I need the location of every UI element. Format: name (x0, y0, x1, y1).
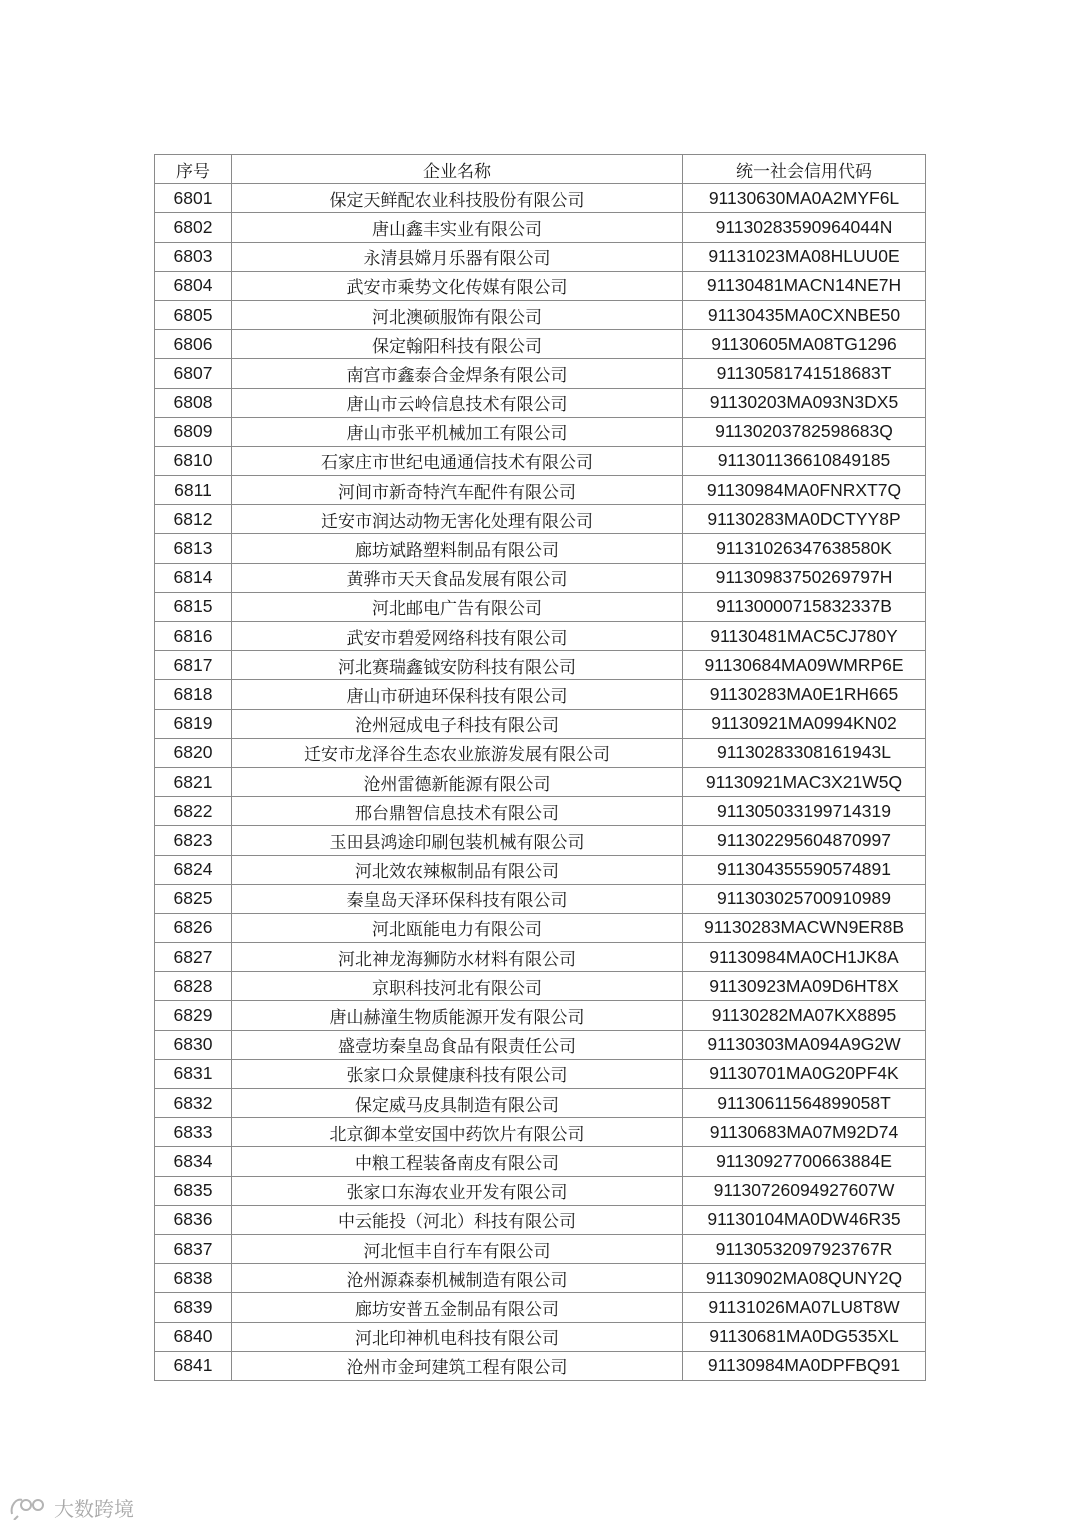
cell-credit-code: 91130683MA07M92D74 (683, 1118, 926, 1147)
cell-credit-code: 91130283308161943L (683, 738, 926, 767)
cell-index: 6819 (155, 709, 232, 738)
cell-index: 6818 (155, 680, 232, 709)
cell-credit-code: 91130681MA0DG535XL (683, 1322, 926, 1351)
table-row (155, 622, 926, 651)
cell-company-name: 河间市新奇特汽车配件有限公司 (232, 476, 683, 505)
cell-company-name: 唐山鑫丰实业有限公司 (232, 213, 683, 242)
table-row (155, 1264, 926, 1293)
table-row (155, 680, 926, 709)
cell-company-name: 京职科技河北有限公司 (232, 972, 683, 1001)
cell-credit-code: 91130923MA09D6HT8X (683, 972, 926, 1001)
cell-credit-code: 911303025700910989 (683, 884, 926, 913)
cell-index: 6828 (155, 972, 232, 1001)
table-row (155, 1147, 926, 1176)
cell-index: 6812 (155, 505, 232, 534)
cell-company-name: 唐山赫潼生物质能源开发有限公司 (232, 1001, 683, 1030)
cell-company-name: 张家口东海农业开发有限公司 (232, 1176, 683, 1205)
header-credit-code: 统一社会信用代码 (683, 155, 926, 184)
cell-company-name: 保定天鲜配农业科技股份有限公司 (232, 184, 683, 213)
cell-company-name: 唐山市张平机械加工有限公司 (232, 417, 683, 446)
cell-index: 6832 (155, 1089, 232, 1118)
brand-logo-icon (8, 1494, 50, 1520)
cell-company-name: 武安市乘势文化传媒有限公司 (232, 271, 683, 300)
table-row (155, 476, 926, 505)
cell-credit-code: 91130983750269797H (683, 563, 926, 592)
cell-credit-code: 91130984MA0CH1JK8A (683, 943, 926, 972)
table-row (155, 242, 926, 271)
cell-company-name: 沧州市金珂建筑工程有限公司 (232, 1351, 683, 1380)
cell-index: 6821 (155, 767, 232, 796)
cell-company-name: 邢台鼎智信息技术有限公司 (232, 797, 683, 826)
cell-credit-code: 91130283MA0DCTYY8P (683, 505, 926, 534)
table-row (155, 271, 926, 300)
cell-company-name: 迁安市润达动物无害化处理有限公司 (232, 505, 683, 534)
cell-company-name: 秦皇岛天泽环保科技有限公司 (232, 884, 683, 913)
table-row (155, 913, 926, 942)
cell-index: 6802 (155, 213, 232, 242)
cell-credit-code: 91130104MA0DW46R35 (683, 1205, 926, 1234)
cell-company-name: 沧州雷德新能源有限公司 (232, 767, 683, 796)
cell-index: 6836 (155, 1205, 232, 1234)
cell-company-name: 黄骅市天天食品发展有限公司 (232, 563, 683, 592)
cell-index: 6841 (155, 1351, 232, 1380)
cell-credit-code: 91130532097923767R (683, 1234, 926, 1263)
cell-credit-code: 91130630MA0A2MYF6L (683, 184, 926, 213)
cell-company-name: 廊坊斌路塑料制品有限公司 (232, 534, 683, 563)
cell-index: 6814 (155, 563, 232, 592)
table-row (155, 972, 926, 1001)
table-body (155, 184, 926, 1381)
cell-company-name: 河北赛瑞鑫钺安防科技有限公司 (232, 651, 683, 680)
cell-index: 6820 (155, 738, 232, 767)
cell-index: 6839 (155, 1293, 232, 1322)
header-company-name: 企业名称 (232, 155, 683, 184)
table-row (155, 563, 926, 592)
cell-company-name: 张家口众景健康科技有限公司 (232, 1059, 683, 1088)
cell-index: 6826 (155, 913, 232, 942)
watermark-text: 大数跨境 (54, 1496, 134, 1521)
table-row (155, 359, 926, 388)
cell-credit-code: 911302295604870997 (683, 826, 926, 855)
cell-credit-code: 91130000715832337B (683, 592, 926, 621)
table-row (155, 1059, 926, 1088)
cell-company-name: 唐山市云岭信息技术有限公司 (232, 388, 683, 417)
table-row (155, 1176, 926, 1205)
cell-index: 6837 (155, 1234, 232, 1263)
cell-index: 6809 (155, 417, 232, 446)
table-row (155, 738, 926, 767)
cell-index: 6815 (155, 592, 232, 621)
cell-index: 6816 (155, 622, 232, 651)
table-row (155, 1351, 926, 1380)
cell-credit-code: 91130481MAC5CJ780Y (683, 622, 926, 651)
cell-credit-code: 91130684MA09WMRP6E (683, 651, 926, 680)
cell-index: 6808 (155, 388, 232, 417)
cell-company-name: 迁安市龙泽谷生态农业旅游发展有限公司 (232, 738, 683, 767)
cell-index: 6830 (155, 1030, 232, 1059)
cell-company-name: 玉田县鸿途印刷包装机械有限公司 (232, 826, 683, 855)
cell-index: 6806 (155, 330, 232, 359)
table-row (155, 1030, 926, 1059)
cell-credit-code: 91130611564899058T (683, 1089, 926, 1118)
table-row (155, 330, 926, 359)
cell-company-name: 武安市碧爱网络科技有限公司 (232, 622, 683, 651)
cell-credit-code: 91130726094927607W (683, 1176, 926, 1205)
table-row (155, 1234, 926, 1263)
cell-index: 6807 (155, 359, 232, 388)
table-row (155, 534, 926, 563)
cell-index: 6829 (155, 1001, 232, 1030)
cell-index: 6835 (155, 1176, 232, 1205)
cell-company-name: 北京御本堂安国中药饮片有限公司 (232, 1118, 683, 1147)
cell-company-name: 中云能投（河北）科技有限公司 (232, 1205, 683, 1234)
cell-index: 6801 (155, 184, 232, 213)
table-row (155, 767, 926, 796)
cell-credit-code: 91130605MA08TG1296 (683, 330, 926, 359)
table-row (155, 388, 926, 417)
cell-credit-code: 91130902MA08QUNY2Q (683, 1264, 926, 1293)
cell-company-name: 保定翰阳科技有限公司 (232, 330, 683, 359)
table-row (155, 826, 926, 855)
table-row (155, 884, 926, 913)
cell-company-name: 唐山市研迪环保科技有限公司 (232, 680, 683, 709)
table-row (155, 300, 926, 329)
cell-credit-code: 91130435MA0CXNBE50 (683, 300, 926, 329)
cell-index: 6827 (155, 943, 232, 972)
table-row (155, 446, 926, 475)
cell-index: 6838 (155, 1264, 232, 1293)
table-row (155, 1118, 926, 1147)
table-header-row (155, 155, 926, 184)
cell-company-name: 盛壹坊秦皇岛食品有限责任公司 (232, 1030, 683, 1059)
table-row (155, 184, 926, 213)
cell-credit-code: 911304355590574891 (683, 855, 926, 884)
table-row (155, 592, 926, 621)
cell-index: 6813 (155, 534, 232, 563)
cell-company-name: 南宫市鑫泰合金焊条有限公司 (232, 359, 683, 388)
watermark (8, 1490, 134, 1524)
cell-index: 6833 (155, 1118, 232, 1147)
cell-credit-code: 91130921MA0994KN02 (683, 709, 926, 738)
cell-credit-code: 91130701MA0G20PF4K (683, 1059, 926, 1088)
cell-credit-code: 91131023MA08HLUU0E (683, 242, 926, 271)
cell-credit-code: 91130283MACWN9ER8B (683, 913, 926, 942)
cell-company-name: 河北印神机电科技有限公司 (232, 1322, 683, 1351)
cell-credit-code: 91130203782598683Q (683, 417, 926, 446)
cell-index: 6810 (155, 446, 232, 475)
table-row (155, 855, 926, 884)
table-row (155, 797, 926, 826)
cell-company-name: 河北瓯能电力有限公司 (232, 913, 683, 942)
table-row (155, 1205, 926, 1234)
cell-company-name: 石家庄市世纪电通通信技术有限公司 (232, 446, 683, 475)
cell-company-name: 河北神龙海狮防水材料有限公司 (232, 943, 683, 972)
cell-credit-code: 91130283590964044N (683, 213, 926, 242)
cell-credit-code: 91130927700663884E (683, 1147, 926, 1176)
cell-credit-code: 91130303MA094A9G2W (683, 1030, 926, 1059)
cell-credit-code: 911305033199714319 (683, 797, 926, 826)
cell-company-name: 中粮工程装备南皮有限公司 (232, 1147, 683, 1176)
cell-credit-code: 91131026347638580K (683, 534, 926, 563)
cell-credit-code: 91130282MA07KX8895 (683, 1001, 926, 1030)
cell-credit-code: 91130984MA0DPFBQ91 (683, 1351, 926, 1380)
table-row (155, 709, 926, 738)
cell-index: 6803 (155, 242, 232, 271)
table-row (155, 505, 926, 534)
table-row (155, 417, 926, 446)
cell-company-name: 河北效农辣椒制品有限公司 (232, 855, 683, 884)
cell-credit-code: 91131026MA07LU8T8W (683, 1293, 926, 1322)
cell-index: 6811 (155, 476, 232, 505)
cell-credit-code: 91130203MA093N3DX5 (683, 388, 926, 417)
header-index: 序号 (155, 155, 232, 184)
cell-credit-code: 91130581741518683T (683, 359, 926, 388)
cell-credit-code: 91130481MACN14NE7H (683, 271, 926, 300)
cell-index: 6822 (155, 797, 232, 826)
table-row (155, 1293, 926, 1322)
cell-credit-code: 911301136610849185 (683, 446, 926, 475)
cell-company-name: 沧州源森泰机械制造有限公司 (232, 1264, 683, 1293)
cell-company-name: 廊坊安普五金制品有限公司 (232, 1293, 683, 1322)
cell-index: 6825 (155, 884, 232, 913)
cell-index: 6804 (155, 271, 232, 300)
cell-company-name: 永清县嫦月乐器有限公司 (232, 242, 683, 271)
cell-index: 6840 (155, 1322, 232, 1351)
table-row (155, 943, 926, 972)
cell-index: 6817 (155, 651, 232, 680)
table-row (155, 651, 926, 680)
table-row (155, 1089, 926, 1118)
cell-credit-code: 91130921MAC3X21W5Q (683, 767, 926, 796)
cell-company-name: 河北邮电广告有限公司 (232, 592, 683, 621)
cell-credit-code: 91130283MA0E1RH665 (683, 680, 926, 709)
cell-index: 6823 (155, 826, 232, 855)
table-row (155, 1001, 926, 1030)
cell-company-name: 沧州冠成电子科技有限公司 (232, 709, 683, 738)
cell-company-name: 河北恒丰自行车有限公司 (232, 1234, 683, 1263)
cell-credit-code: 91130984MA0FNRXT7Q (683, 476, 926, 505)
cell-index: 6805 (155, 300, 232, 329)
table-row (155, 1322, 926, 1351)
cell-company-name: 河北澳硕服饰有限公司 (232, 300, 683, 329)
enterprise-table (154, 154, 926, 1381)
cell-index: 6831 (155, 1059, 232, 1088)
table-row (155, 213, 926, 242)
cell-company-name: 保定威马皮具制造有限公司 (232, 1089, 683, 1118)
cell-index: 6824 (155, 855, 232, 884)
cell-index: 6834 (155, 1147, 232, 1176)
